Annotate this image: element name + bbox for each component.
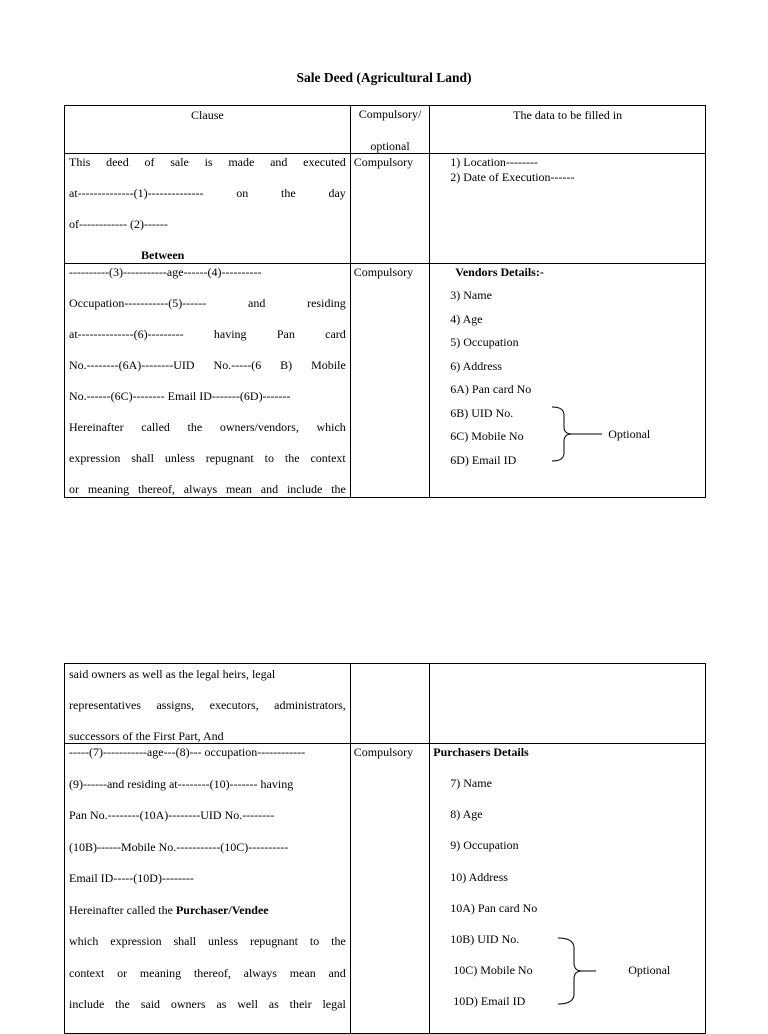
- list-item: 6D) Email ID: [450, 452, 517, 467]
- table-row: [65, 744, 706, 1034]
- purchasers-details-list: [450, 776, 537, 1008]
- list-item: 10B) UID No.: [450, 931, 520, 946]
- table-row: [65, 664, 706, 744]
- clause-table-page-1: [64, 105, 706, 498]
- table-row: [65, 264, 706, 498]
- compulsory-cell: Compulsory: [350, 154, 429, 264]
- clause-cell: ----------(3)-----------age------(4)---------- Occupation-----------(5)------ and residing at--------------(6)--------- having Pan card No.--------(6A)--------UID No.-----(6 B) Mobile No.------(6C)-------- Email ID-------(6D)------- Hereinafter called the owners/vendors, which expression shall unless repugnant to the context or meaning thereof, always mean and include the: [65, 264, 351, 498]
- right-brace-icon: [556, 936, 620, 1008]
- header-data: The data to be filled in: [430, 106, 706, 154]
- clause-cell: -----(7)-----------age---(8)--- occupation------------ (9)------and residing at--------(10)------- having Pan No.--------(10A)--------UID No.-------- (10B)------Mobile No.-----------(10C)---------- Email ID-----(10D)-------- Hereinafter called the Purchaser/Vendee which expression shall unless repugnant to the context or meaning thereof, always mean and include the said owners as well as their legal: [65, 744, 351, 1034]
- list-item: 9) Occupation: [450, 838, 519, 853]
- table-row: [65, 154, 706, 264]
- list-item: 7) Name: [450, 776, 492, 790]
- right-brace-icon: [550, 405, 614, 465]
- list-item: 6C) Mobile No: [450, 429, 524, 443]
- list-item: 8) Age: [450, 807, 483, 822]
- vendors-details-heading: Vendors Details:-: [455, 265, 544, 279]
- purchasers-details-heading: Purchasers Details: [433, 745, 529, 759]
- list-item: 6) Address: [450, 358, 502, 373]
- header-compulsory: Compulsory/ optional: [350, 106, 429, 154]
- document-title: Sale Deed (Agricultural Land): [296, 70, 472, 85]
- header-clause: Clause: [65, 106, 351, 154]
- purchasers-details-cell: [430, 744, 706, 1034]
- list-item: 10D) Email ID: [453, 994, 526, 1009]
- optional-label: Optional: [608, 427, 651, 441]
- compulsory-cell: Compulsory: [350, 744, 429, 1034]
- list-item: 6A) Pan card No: [450, 382, 532, 396]
- list-item: 3) Name: [450, 288, 492, 302]
- compulsory-cell: [350, 664, 429, 744]
- list-item: 5) Occupation: [450, 335, 519, 349]
- clause-cell: said owners as well as the legal heirs, legal representatives assigns, executors, administrators, successors of the First Part, And: [65, 664, 351, 744]
- data-cell: [430, 664, 706, 744]
- list-item: 10A) Pan card No: [450, 900, 538, 915]
- compulsory-cell: Compulsory: [350, 264, 429, 498]
- vendors-details-cell: [430, 264, 706, 498]
- clause-table-page-2: [64, 663, 706, 1034]
- table-header-row: [65, 106, 706, 154]
- between-label: Between: [141, 248, 185, 262]
- list-item: 6B) UID No.: [450, 405, 514, 420]
- data-cell: 1) Location-------- 2) Date of Execution------: [430, 154, 706, 264]
- clause-cell: This deed of sale is made and executed at--------------(1)-------------- on the day of------------ (2)------ Between: [65, 154, 351, 264]
- hereinafter-line: Hereinafter called the Purchaser/Vendee: [69, 902, 269, 917]
- optional-label: Optional: [628, 963, 671, 977]
- vendors-details-list: [450, 288, 531, 467]
- list-item: 10) Address: [450, 869, 508, 884]
- list-item: 4) Age: [450, 311, 483, 326]
- list-item: 10C) Mobile No: [453, 963, 533, 978]
